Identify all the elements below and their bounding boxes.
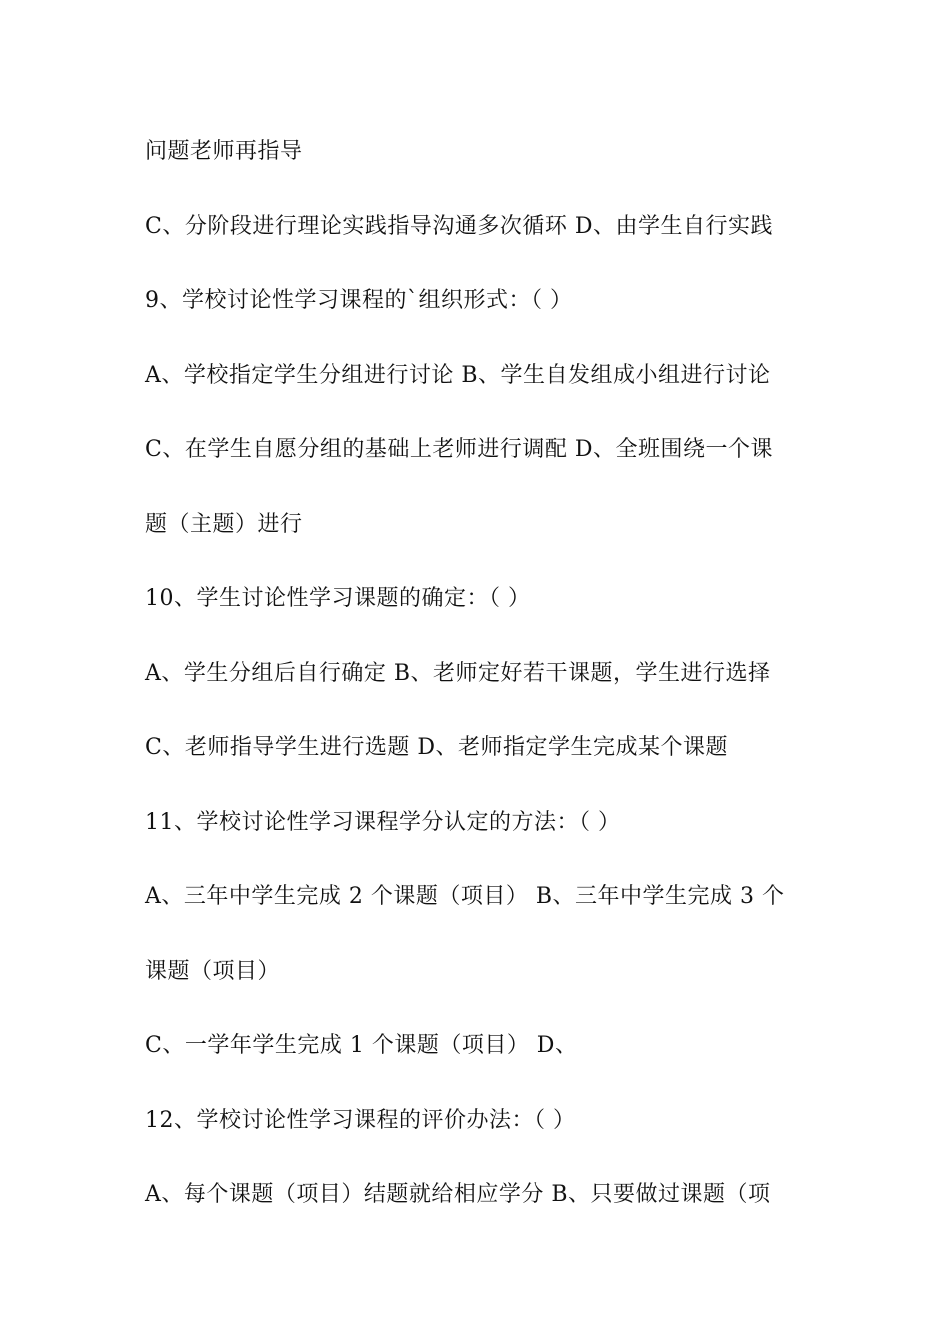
text-line: 问题老师再指导: [145, 139, 303, 164]
options-9-ab: A、学校指定学生分组进行讨论 B、学生自发组成小组进行讨论: [145, 363, 771, 388]
options-11-ab-cont: 课题（项目）: [145, 959, 281, 984]
options-10-ab: A、学生分组后自行确定 B、老师定好若干课题，学生进行选择: [145, 661, 771, 686]
options-9-cd: C、在学生自愿分组的基础上老师进行调配 D、全班围绕一个课: [145, 437, 773, 462]
question-10: 10、学生讨论性学习课题的确定：（ ）: [145, 586, 531, 611]
options-9-cd-cont: 题（主题）进行: [145, 512, 303, 537]
options-11-cd: C、一学年学生完成 1 个课题（项目） D、: [145, 1033, 578, 1058]
text-line: C、分阶段进行理论实践指导沟通多次循环 D、由学生自行实践: [145, 214, 773, 239]
options-12-ab: A、每个课题（项目）结题就给相应学分 B、只要做过课题（项: [145, 1182, 771, 1207]
question-11: 11、学校讨论性学习课程学分认定的方法：（ ）: [145, 810, 621, 835]
question-12: 12、学校讨论性学习课程的评价办法：（ ）: [145, 1108, 576, 1133]
options-11-ab: A、三年中学生完成 2 个课题（项目） B、三年中学生完成 3 个: [145, 884, 785, 909]
question-9: 9、学校讨论性学习课程的`组织形式：（ ）: [145, 288, 573, 313]
options-10-cd: C、老师指导学生进行选题 D、老师指定学生完成某个课题: [145, 735, 728, 760]
